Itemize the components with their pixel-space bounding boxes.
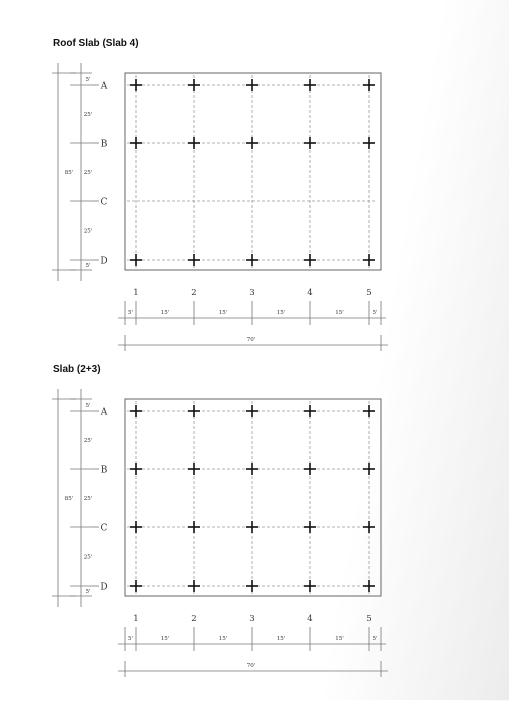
column-marker [188,405,200,417]
horizontal-segment-dim: 15' [276,636,286,642]
column-marker [246,254,258,266]
vertical-segment-dim: 5' [85,403,91,409]
slab-outline [125,399,381,596]
column-marker [188,254,200,266]
column-marker [363,79,375,91]
overall-vertical-dim: 85' [64,496,74,502]
slab-2-3-title: Slab (2+3) [53,364,101,375]
column-marker [363,137,375,149]
column-marker [304,580,316,592]
column-marker [304,463,316,475]
column-marker [304,137,316,149]
column-marker [130,254,142,266]
horizontal-segment-dim: 15' [218,310,228,316]
column-label-3: 3 [249,288,255,298]
column-marker [246,405,258,417]
horizontal-segment-dim: 15' [218,636,228,642]
column-marker [188,521,200,533]
horizontal-segment-dim: 15' [160,636,170,642]
column-label-1: 1 [133,288,139,298]
row-label-A: A [100,407,108,418]
column-marker [130,79,142,91]
column-label-2: 2 [191,288,197,298]
row-label-C: C [100,197,108,208]
row-label-B: B [100,465,108,476]
column-label-5: 5 [366,614,372,624]
row-label-D: D [100,256,108,267]
vertical-segment-dim: 5' [85,263,91,269]
column-marker [363,254,375,266]
column-marker [188,463,200,475]
column-marker [188,137,200,149]
horizontal-segment-dim: 15' [335,636,344,642]
horizontal-segment-dim: 5' [372,310,378,316]
column-marker [363,521,375,533]
slab-2-3-plan [0,381,509,701]
roof-slab-title: Roof Slab (Slab 4) [53,38,139,49]
slab-outline [125,73,381,270]
vertical-segment-dim: 25' [83,170,93,176]
vertical-segment-dim: 25' [83,496,93,502]
roof-slab-plan [0,55,509,375]
column-label-5: 5 [366,288,372,298]
row-label-D: D [100,582,108,593]
column-label-4: 4 [307,614,313,624]
horizontal-segment-dim: 5' [127,636,134,642]
column-label-4: 4 [307,288,313,298]
horizontal-segment-dim: 15' [160,310,170,316]
column-label-1: 1 [133,614,139,624]
row-label-A: A [100,81,108,92]
column-marker [130,137,142,149]
column-marker [130,463,142,475]
vertical-segment-dim: 25' [83,554,93,561]
column-marker [304,79,316,91]
horizontal-segment-dim: 5' [127,310,134,316]
column-marker [246,521,258,533]
horizontal-segment-dim: 5' [372,636,378,642]
column-marker [246,79,258,91]
overall-horizontal-dim: 70' [246,663,256,669]
column-marker [363,405,375,417]
horizontal-segment-dim: 15' [276,310,286,316]
column-marker [363,463,375,475]
column-marker [304,405,316,417]
vertical-segment-dim: 25' [83,112,93,118]
overall-horizontal-dim: 70' [246,337,256,343]
column-marker [304,254,316,266]
column-marker [188,580,200,592]
vertical-segment-dim: 5' [85,589,91,595]
column-marker [188,79,200,91]
column-marker [130,521,142,533]
row-label-B: B [100,139,108,150]
column-marker [246,137,258,149]
horizontal-segment-dim: 15' [335,310,344,316]
vertical-segment-dim: 25' [83,228,93,235]
row-label-C: C [100,523,108,534]
column-marker [130,405,142,417]
column-label-2: 2 [191,614,197,624]
column-marker [246,463,258,475]
column-marker [363,580,375,592]
overall-vertical-dim: 85' [64,170,74,176]
column-marker [304,521,316,533]
column-marker [246,580,258,592]
column-label-3: 3 [249,614,255,624]
vertical-segment-dim: 25' [83,438,93,444]
column-marker [130,580,142,592]
vertical-segment-dim: 5' [85,77,91,83]
